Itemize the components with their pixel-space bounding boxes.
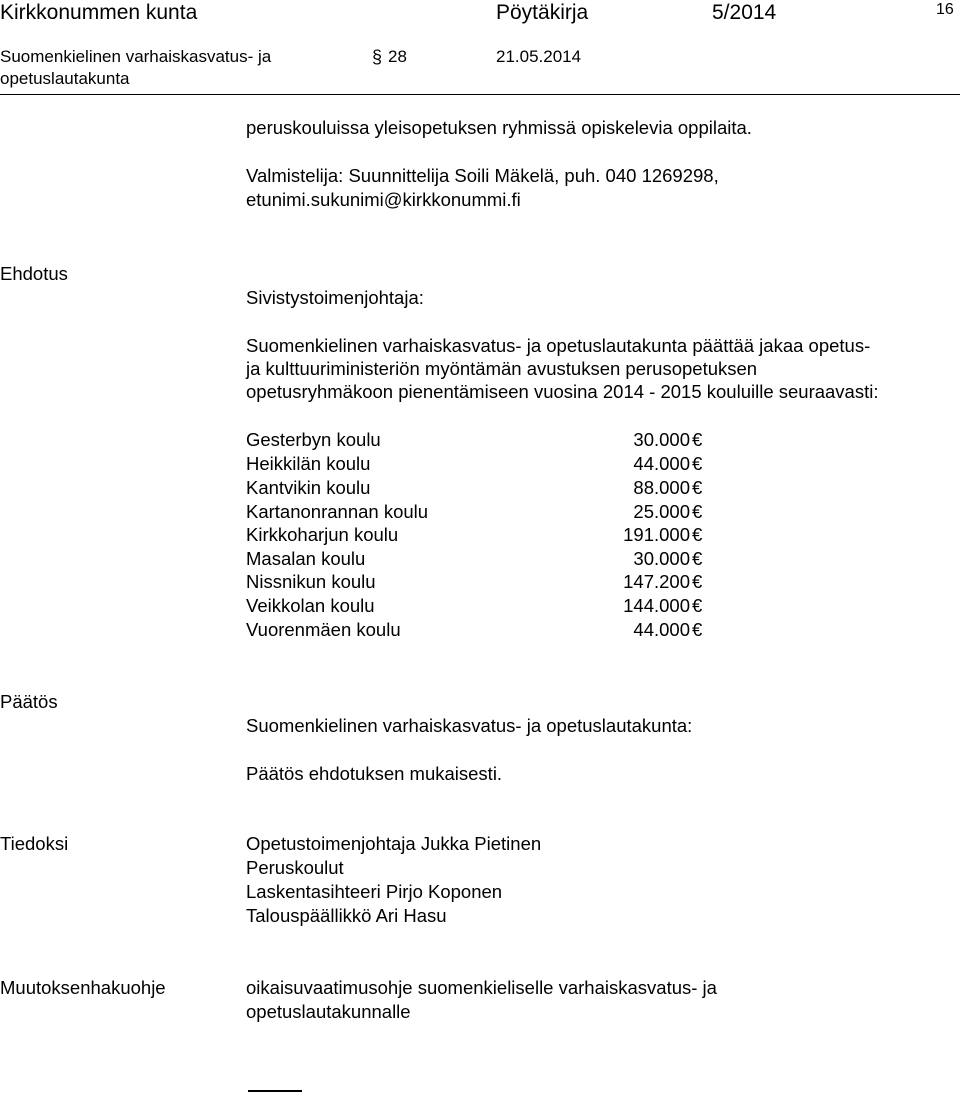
notice-label: Tiedoksi [0,833,69,854]
school-amount: 30.000 [633,429,690,450]
school-name: Kirkkoharjun koulu [246,524,399,545]
proposer: Sivistystoimenjohtaja: [246,287,424,308]
list-item: Talouspäällikkö Ari Hasu [246,905,447,926]
list-item: Peruskoulut [246,857,344,878]
header-divider [0,94,960,95]
list-item: Laskentasihteeri Pirjo Koponen [246,881,503,902]
school-name: Kartanonrannan koulu [246,501,429,522]
school-amount: 191.000 [623,524,690,545]
school-name: Heikkilän koulu [246,453,371,474]
school-name: Veikkolan koulu [246,595,375,616]
school-amount: 44.000 [633,619,690,640]
school-amount: 147.200 [623,571,690,592]
euro-symbol: € [692,548,703,569]
signature-line [248,1090,302,1092]
school-name: Gesterbyn koulu [246,429,381,450]
proposal-text-line2: ja kulttuuriministeriön myöntämän avustuksen perusopetuksen [246,358,758,379]
meeting-date: 21.05.2014 [496,47,582,66]
document-number: 5/2014 [712,1,777,24]
school-name: Vuorenmäen koulu [246,619,401,640]
decision-body: Suomenkielinen varhaiskasvatus- ja opetuslautakunta: [246,715,693,736]
proposal-text-line1: Suomenkielinen varhaiskasvatus- ja opetuslautakunta päättää jakaa opetus- [246,335,871,356]
section-symbol: § [372,47,383,67]
appeal-label: Muutoksenhakuohje [0,977,166,998]
section-number: 28 [388,47,407,66]
committee-name-line2: opetuslautakunta [0,69,130,88]
school-amount: 30.000 [633,548,690,569]
school-amount: 44.000 [633,453,690,474]
euro-symbol: € [692,571,703,592]
euro-symbol: € [692,501,703,522]
intro-text: peruskouluissa yleisopetuksen ryhmissä opiskelevia oppilaita. [246,117,752,138]
page-number: 16 [936,1,954,18]
appeal-text-line2: opetuslautakunnalle [246,1001,411,1022]
euro-symbol: € [692,429,703,450]
school-amount: 144.000 [623,595,690,616]
school-name: Nissnikun koulu [246,571,376,592]
proposal-text-line3: opetusryhmäkoon pienentämiseen vuosina 2014 - 2015 kouluille seuraavasti: [246,381,879,402]
document-type: Pöytäkirja [496,1,589,24]
euro-symbol: € [692,619,703,640]
appeal-text-line1: oikaisuvaatimusohje suomenkieliselle varhaiskasvatus- ja [246,977,717,998]
preparer-line1: Valmistelija: Suunnittelija Soili Mäkelä, puh. 040 1269298, [246,165,719,186]
decision-text: Päätös ehdotuksen mukaisesti. [246,763,503,784]
euro-symbol: € [692,524,703,545]
municipality-name: Kirkkonummen kunta [0,1,198,24]
school-name: Masalan koulu [246,548,366,569]
school-name: Kantvikin koulu [246,477,371,498]
euro-symbol: € [692,595,703,616]
decision-label: Päätös [0,691,58,712]
school-amount: 88.000 [633,477,690,498]
preparer-line2: etunimi.sukunimi@kirkkonummi.fi [246,189,521,210]
proposal-label: Ehdotus [0,263,68,284]
committee-name-line1: Suomenkielinen varhaiskasvatus- ja [0,47,272,66]
euro-symbol: € [692,477,703,498]
list-item: Opetustoimenjohtaja Jukka Pietinen [246,833,542,854]
school-amount: 25.000 [633,501,690,522]
euro-symbol: € [692,453,703,474]
